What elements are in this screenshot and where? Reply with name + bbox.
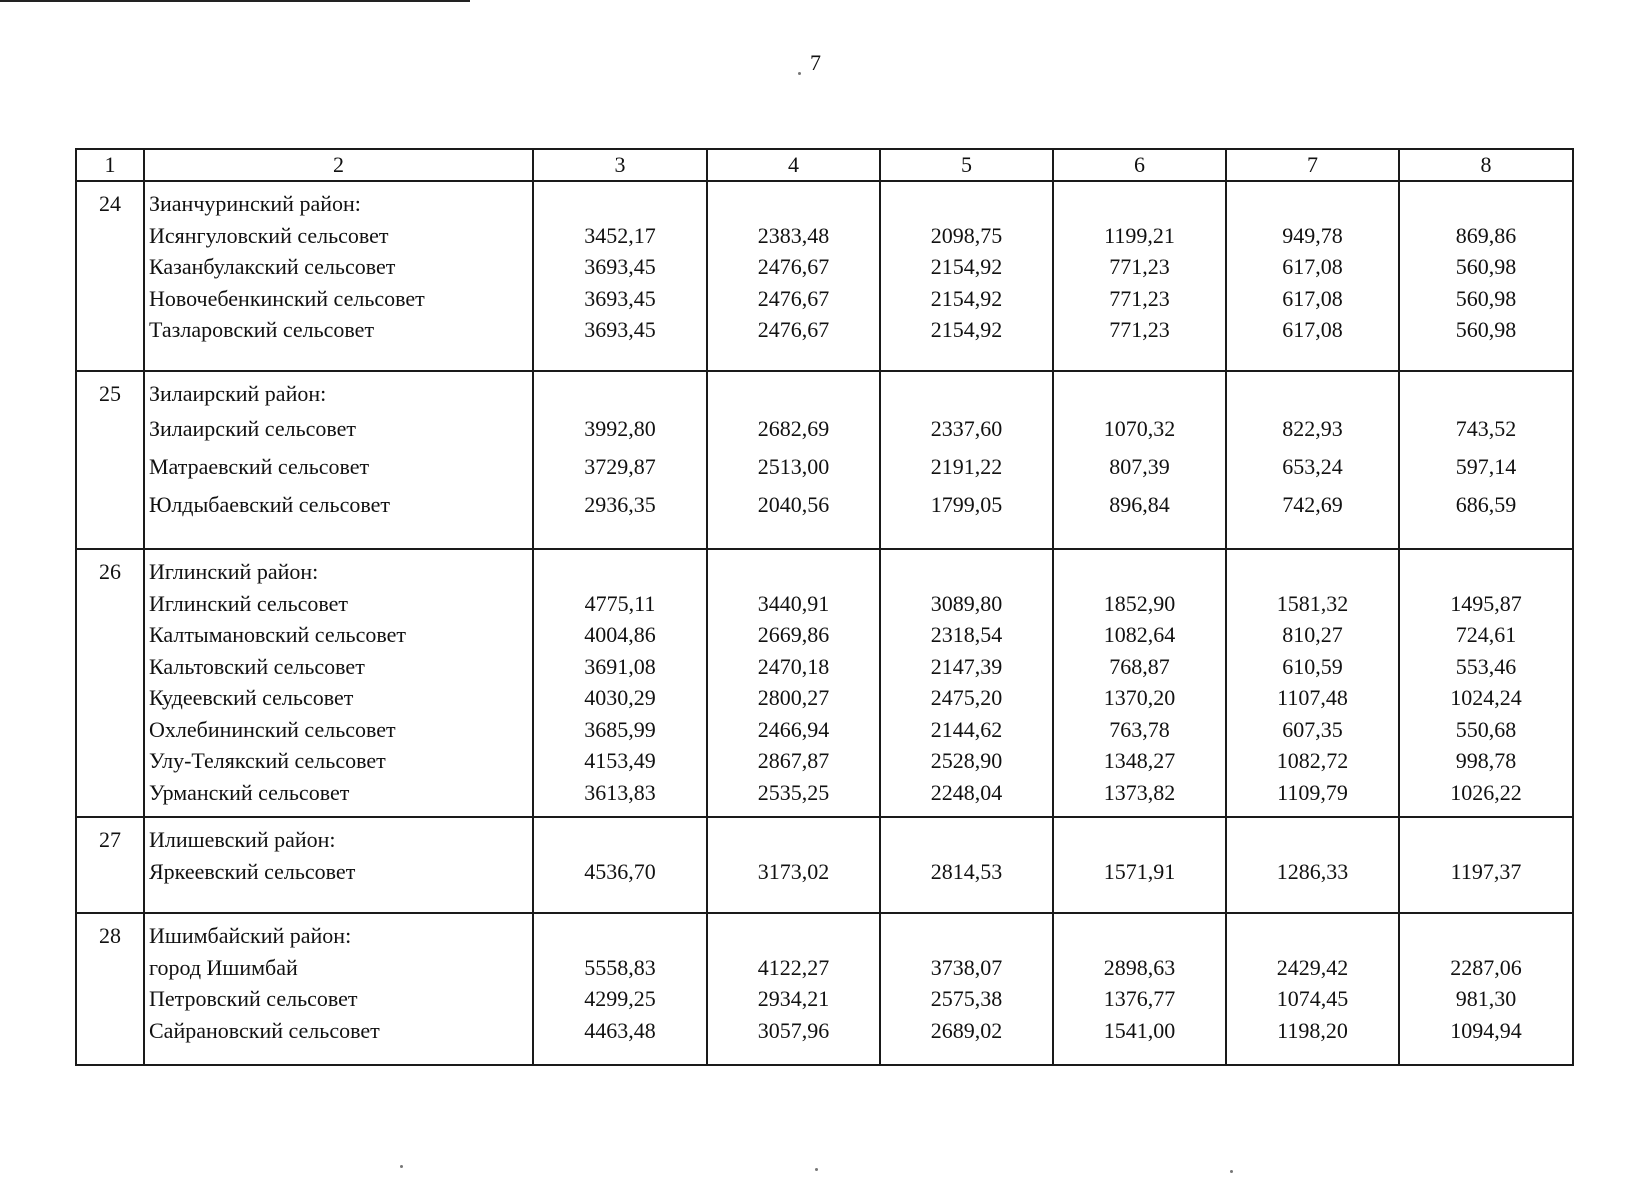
value-cell: 4004,86 [584,622,656,647]
value-spacer [1227,378,1398,410]
data-table [75,148,1574,1066]
settlement-name: Иглинский сельсовет [149,590,349,616]
value-cell: 3057,96 [757,1017,830,1043]
value-column-8 [1399,817,1573,913]
value-cell: 2429,42 [1276,954,1349,980]
value-spacer [1227,188,1398,220]
column-header-1: 1 [76,149,144,181]
value-cell: 4030,29 [584,685,656,710]
value-cell: 550,68 [1455,716,1517,742]
value-cell: 3693,45 [584,254,656,279]
value-cell: 2466,94 [757,716,830,742]
value-cell: 2814,53 [930,858,1003,884]
value-cell: 1199,21 [1104,222,1175,248]
value-spacer [534,824,706,856]
value-spacer [534,556,706,588]
value-cell: 560,98 [1455,254,1517,279]
value-spacer [1054,188,1225,220]
group-number-text: 25 [99,381,121,406]
column-header-2: 2 [144,149,533,181]
value-spacer [1400,824,1572,856]
column-header-5: 5 [880,149,1053,181]
value-cell: 3738,07 [930,954,1003,980]
name-cell [144,817,533,913]
value-spacer [1400,188,1572,220]
value-column-7 [1226,913,1399,1065]
value-cell: 1107,48 [1277,685,1348,710]
settlement-name: Кальтовский сельсовет [149,653,365,679]
value-cell: 4536,70 [584,858,656,884]
value-cell: 2689,02 [930,1017,1003,1043]
table-body [76,181,1573,1065]
value-cell: 1373,82 [1103,779,1176,805]
value-column-5 [880,549,1053,817]
value-cell: 981,30 [1455,986,1517,1011]
value-column-4 [707,371,880,549]
value-spacer [881,378,1052,410]
value-cell: 1198,20 [1277,1017,1348,1043]
value-spacer [708,824,879,856]
value-spacer [1227,824,1398,856]
value-cell: 1094,94 [1450,1017,1522,1043]
value-spacer [1227,556,1398,588]
district-name: Иглинский район: [149,559,319,584]
value-cell: 1082,64 [1103,622,1176,647]
value-column-5 [880,181,1053,371]
group-number-text: 27 [99,827,121,852]
group-number-text: 26 [99,559,121,584]
value-cell: 1286,33 [1276,858,1349,884]
value-spacer [881,188,1052,220]
name-cell [144,913,533,1065]
value-cell: 1852,90 [1103,590,1176,616]
value-column-6 [1053,817,1226,913]
settlement-name: Охлебининский сельсовет [149,716,396,742]
value-cell: 4122,27 [757,954,830,980]
value-cell: 2934,21 [757,986,830,1011]
value-column-8 [1399,371,1573,549]
settlement-name: Сайрановский сельсовет [149,1017,380,1043]
settlement-name: Петровский сельсовет [149,986,358,1011]
value-cell: 1370,20 [1103,685,1176,710]
value-column-7 [1226,371,1399,549]
settlement-name: Урманский сельсовет [149,779,350,805]
value-cell: 768,87 [1109,653,1170,679]
value-cell: 3691,08 [584,653,656,679]
value-cell: 1074,45 [1276,986,1349,1011]
value-spacer [1400,378,1572,410]
value-cell: 1571,91 [1103,858,1176,884]
scan-speck [400,1165,403,1168]
settlement-name: Казанбулакский сельсовет [149,254,396,279]
settlement-name: Новочебенкинский сельсовет [149,285,425,311]
district-group [76,549,1573,817]
value-cell: 2248,04 [930,779,1003,805]
district-name: Зианчуринский район: [149,191,361,216]
district-group [76,817,1573,913]
group-number [76,181,144,371]
value-column-3 [533,913,707,1065]
value-cell: 2154,92 [930,285,1003,311]
value-cell: 4299,25 [584,986,656,1011]
value-cell: 771,23 [1109,254,1170,279]
settlement-name: Кудеевский сельсовет [149,685,354,710]
column-header-6: 6 [1053,149,1226,181]
value-spacer [881,920,1052,952]
value-column-4 [707,549,880,817]
value-cell: 560,98 [1455,317,1517,342]
value-spacer [1054,920,1225,952]
value-spacer [708,378,879,410]
value-spacer [534,188,706,220]
value-column-5 [880,913,1053,1065]
value-cell: 2528,90 [930,748,1003,773]
value-column-8 [1399,549,1573,817]
value-cell: 1082,72 [1276,748,1349,773]
district-group [76,181,1573,371]
value-spacer [881,824,1052,856]
value-column-4 [707,913,880,1065]
scan-speck [798,72,801,75]
value-cell: 1026,22 [1450,779,1522,805]
value-cell: 1109,79 [1277,779,1348,805]
value-cell: 1581,32 [1276,590,1349,616]
value-cell: 3693,45 [584,285,656,311]
value-cell: 869,86 [1455,222,1517,248]
value-cell: 553,46 [1455,653,1517,679]
value-cell: 607,35 [1282,716,1343,742]
value-cell: 807,39 [1109,453,1170,479]
value-cell: 771,23 [1109,317,1170,342]
value-cell: 2147,39 [930,653,1003,679]
value-column-6 [1053,371,1226,549]
name-cell [144,371,533,549]
settlement-name: Исянгуловский сельсовет [149,222,389,248]
header-row [76,149,1573,181]
settlement-name: город Ишимбай [149,954,298,980]
value-column-7 [1226,181,1399,371]
value-column-7 [1226,549,1399,817]
value-spacer [708,556,879,588]
value-cell: 2476,67 [757,254,830,279]
value-column-5 [880,817,1053,913]
page-number: 7 [810,50,821,75]
value-cell: 2144,62 [930,716,1003,742]
value-cell: 2470,18 [757,653,830,679]
value-spacer [1400,556,1572,588]
value-cell: 2898,63 [1103,954,1176,980]
value-spacer [1054,556,1225,588]
value-cell: 724,61 [1455,622,1517,647]
value-cell: 617,08 [1282,285,1343,311]
value-cell: 2535,25 [757,779,830,805]
settlement-name: Улу-Телякский сельсовет [149,748,386,773]
value-cell: 597,14 [1455,453,1517,479]
value-cell: 1070,32 [1103,415,1176,441]
value-cell: 4153,49 [584,748,656,773]
district-group [76,371,1573,549]
group-number [76,817,144,913]
value-spacer [1227,920,1398,952]
district-name: Зилаирский район: [149,381,327,406]
settlement-name: Юлдыбаевский сельсовет [149,491,390,517]
value-cell: 763,78 [1109,716,1170,742]
value-cell: 653,24 [1282,453,1343,479]
settlement-name: Калтымановский сельсовет [149,622,406,647]
value-spacer [881,556,1052,588]
value-cell: 2337,60 [930,415,1003,441]
value-cell: 1197,37 [1450,858,1522,884]
value-column-5 [880,371,1053,549]
value-cell: 5558,83 [584,954,656,980]
value-cell: 949,78 [1282,222,1343,248]
value-spacer [708,188,879,220]
value-cell: 4775,11 [584,590,656,616]
value-column-3 [533,817,707,913]
value-cell: 2383,48 [757,222,830,248]
value-cell: 1799,05 [930,491,1003,517]
value-column-8 [1399,913,1573,1065]
value-cell: 3729,87 [584,453,656,479]
value-column-4 [707,817,880,913]
value-cell: 2575,38 [930,986,1003,1011]
value-cell: 1376,77 [1103,986,1176,1011]
value-cell: 617,08 [1282,317,1343,342]
value-cell: 2098,75 [930,222,1003,248]
district-name: Илишевский район: [149,827,336,852]
value-cell: 617,08 [1282,254,1343,279]
value-cell: 771,23 [1109,285,1170,311]
value-cell: 2476,67 [757,317,830,342]
value-cell: 2513,00 [757,453,830,479]
value-cell: 3992,80 [584,415,656,441]
value-cell: 810,27 [1282,622,1343,647]
district-name: Ишимбайский район: [149,923,352,948]
value-cell: 3685,99 [584,716,656,742]
value-cell: 2318,54 [930,622,1003,647]
value-cell: 560,98 [1455,285,1517,311]
value-cell: 743,52 [1455,415,1517,441]
value-column-3 [533,181,707,371]
settlement-name: Яркеевский сельсовет [149,858,356,884]
value-spacer [1054,824,1225,856]
value-column-6 [1053,913,1226,1065]
value-spacer [534,920,706,952]
value-cell: 2154,92 [930,317,1003,342]
value-cell: 896,84 [1109,491,1170,517]
value-cell: 3452,17 [584,222,656,248]
value-cell: 1541,00 [1103,1017,1176,1043]
group-number-text: 24 [99,191,121,216]
value-spacer [534,378,706,410]
value-cell: 822,93 [1282,415,1343,441]
value-cell: 610,59 [1282,653,1343,679]
value-column-3 [533,371,707,549]
settlement-name: Матраевский сельсовет [149,453,370,479]
value-cell: 998,78 [1455,748,1517,773]
value-column-8 [1399,181,1573,371]
value-column-6 [1053,549,1226,817]
value-cell: 2682,69 [757,415,830,441]
value-column-6 [1053,181,1226,371]
group-number [76,913,144,1065]
settlement-name: Зилаирский сельсовет [149,415,357,441]
value-cell: 2040,56 [757,491,830,517]
value-cell: 4463,48 [584,1017,656,1043]
settlement-name: Тазларовский сельсовет [149,317,375,342]
group-number [76,549,144,817]
value-column-7 [1226,817,1399,913]
top-rule [0,0,470,2]
column-header-8: 8 [1399,149,1573,181]
value-cell: 2669,86 [757,622,830,647]
value-cell: 3173,02 [757,858,830,884]
column-header-4: 4 [707,149,880,181]
value-cell: 2191,22 [930,453,1003,479]
value-cell: 3613,83 [584,779,656,805]
column-header-3: 3 [533,149,707,181]
value-cell: 2154,92 [930,254,1003,279]
value-spacer [1054,378,1225,410]
value-cell: 2287,06 [1450,954,1522,980]
name-cell [144,181,533,371]
value-cell: 2800,27 [757,685,830,710]
scan-speck [815,1168,818,1171]
table-header [76,149,1573,181]
column-header-7: 7 [1226,149,1399,181]
value-spacer [1400,920,1572,952]
value-column-3 [533,549,707,817]
value-cell: 3089,80 [930,590,1003,616]
value-cell: 2936,35 [584,491,656,517]
value-cell: 1024,24 [1450,685,1522,710]
value-column-4 [707,181,880,371]
scan-speck [1230,1170,1233,1173]
value-cell: 1495,87 [1450,590,1522,616]
value-cell: 3440,91 [757,590,830,616]
value-spacer [708,920,879,952]
value-cell: 1348,27 [1103,748,1176,773]
group-number [76,371,144,549]
value-cell: 2475,20 [930,685,1003,710]
value-cell: 686,59 [1455,491,1517,517]
name-cell [144,549,533,817]
value-cell: 2867,87 [757,748,830,773]
value-cell: 742,69 [1282,491,1343,517]
group-number-text: 28 [99,923,121,948]
district-group [76,913,1573,1065]
value-cell: 3693,45 [584,317,656,342]
value-cell: 2476,67 [757,285,830,311]
